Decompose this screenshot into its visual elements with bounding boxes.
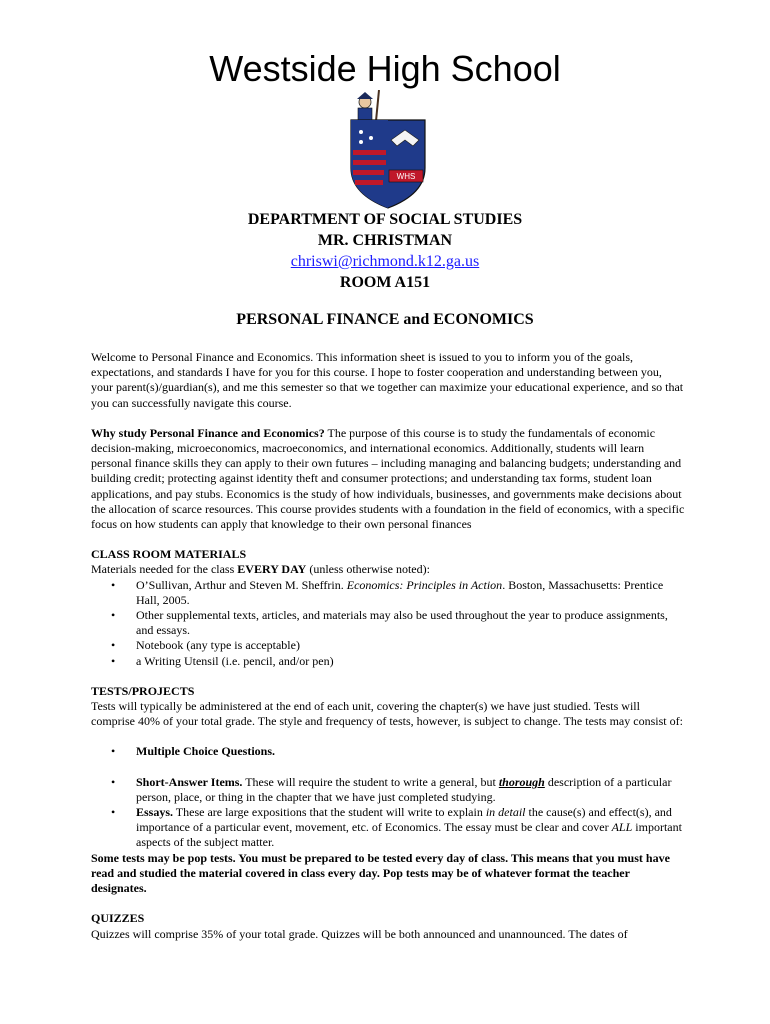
essays-text: These are large expositions that the student will write to explain: [173, 805, 486, 820]
school-logo: [333, 90, 433, 210]
list-item: [91, 578, 685, 608]
short-answer-text: These will require the student to write a general, but: [242, 774, 499, 789]
bullet-icon: •: [111, 805, 116, 820]
materials-heading: CLASS ROOM MATERIALS: [91, 547, 247, 562]
logo-star: [369, 136, 373, 140]
why-study-paragraph: [91, 426, 685, 532]
materials-item-text: Notebook (any type is acceptable): [136, 638, 300, 653]
logo-banner-text: WHS: [396, 172, 416, 181]
book-publisher: . Boston, Massachusetts: Prentice Hall, 2005.: [136, 577, 664, 607]
quizzes-text: Quizzes will comprise 35% of your total grade. Quizzes will be both announced and unannounced. The dates of: [91, 926, 628, 941]
logo-stripe: [353, 160, 386, 165]
materials-item-text: Other supplemental texts, articles, and materials may also be used throughout the year to produce assignments, and essays.: [136, 608, 668, 638]
book-title: Economics: Principles in Action: [346, 577, 503, 592]
bullet-icon: •: [111, 744, 116, 759]
tests-list: [91, 744, 685, 759]
short-answer-label: Short-Answer Items.: [136, 774, 243, 789]
department-header: [0, 209, 770, 293]
bullet-icon: •: [111, 638, 116, 653]
materials-intro-tail: (unless otherwise noted):: [306, 562, 430, 577]
tests-heading: TESTS/PROJECTS: [91, 683, 195, 698]
welcome-paragraph: Welcome to Personal Finance and Economics. This information sheet is issued to you to inform you of the goals, expectations, and standards I have for you for this course. I hope to foster cooperation and understanding between you, your parent(s)/guardian(s), and me this semester so that we together can maximize your educational experience, and so that you can successfully navigate this course.: [91, 350, 684, 410]
logo-star: [359, 130, 363, 134]
book-authors: O’Sullivan, Arthur and Steven M. Sheffrin.: [136, 577, 347, 592]
materials-item-text: a Writing Utensil (i.e. pencil, and/or pen): [136, 653, 334, 668]
materials-list: [91, 578, 685, 669]
department-name: DEPARTMENT OF SOCIAL STUDIES: [247, 211, 523, 228]
essays-label: Essays.: [136, 805, 174, 820]
tests-intro: Tests will typically be administered at the end of each unit, covering the chapter(s) we have just studied. Tests will comprise 40% of your total grade. The style and frequency of tests, however, is subject to change. The tests may consist of:: [91, 699, 683, 729]
list-item: [91, 608, 685, 638]
bullet-icon: •: [111, 774, 116, 789]
logo-stripe: [355, 180, 383, 185]
bullet-icon: •: [111, 653, 116, 668]
list-item: [91, 654, 685, 669]
essays-text-tail: important aspects of the subject matter.: [136, 820, 682, 850]
tests-list-continued: [91, 775, 685, 851]
materials-every-day: EVERY DAY: [237, 562, 307, 577]
short-answer-emphasis: thorough: [498, 774, 545, 789]
why-study-heading: Why study Personal Finance and Economics?: [91, 425, 325, 440]
essays-text-mid: the cause(s) and effect(s), and importance of a particular event, movement, etc. of Economics. The essay must be clear and cover: [136, 805, 672, 835]
bullet-icon: •: [111, 577, 116, 592]
teacher-name: MR. CHRISTMAN: [317, 232, 453, 249]
list-item: [91, 805, 685, 851]
logo-soldier-hat: [357, 92, 373, 99]
essays-emphasis-all: ALL: [611, 820, 633, 835]
logo-stripe: [353, 150, 386, 155]
pop-test-note: Some tests may be pop tests. You must be prepared to be tested every day of class. This means that you must have read and studied the material covered in class every day. Pop tests may be of whatever format the teacher designates.: [91, 850, 670, 896]
quizzes-heading: QUIZZES: [91, 911, 145, 926]
why-study-text: The purpose of this course is to study the fundamentals of economic decision-making, microeconomics, macroeconomics, and international economics. Additionally, students will learn personal finance skills they can apply to their own futures – including managing and balancing budgets; understanding and building credit; protecting against identity theft and consumer protections; and understanding tax forms, student loan applications, and pay stubs. Economics is the study of how individuals, businesses, and governments make decisions about the allocation of scarce resources. This course provides students with a foundation in the field of economics, with a specific focus on how students can apply that knowledge to their own personal finances: [91, 425, 685, 532]
materials-intro-text: Materials needed for the class: [91, 562, 238, 577]
list-item: [91, 638, 685, 653]
materials-intro: [91, 562, 685, 577]
logo-star: [359, 140, 363, 144]
course-title: PERSONAL FINANCE and ECONOMICS: [236, 311, 534, 328]
essays-emphasis-detail: in detail: [485, 805, 526, 820]
bullet-icon: •: [111, 608, 116, 623]
list-item: [91, 744, 685, 759]
multiple-choice-label: Multiple Choice Questions.: [136, 744, 276, 759]
logo-stripe: [353, 170, 384, 175]
room-number: ROOM A151: [339, 274, 431, 291]
short-answer-text-tail: description of a particular person, place, or thing in the chapter that we have just completed studying.: [136, 774, 672, 804]
list-item: [91, 775, 685, 805]
document-body: [91, 350, 685, 942]
school-name: Westside High School: [209, 48, 561, 89]
teacher-email-link[interactable]: chriswi@richmond.k12.ga.us: [290, 253, 480, 270]
